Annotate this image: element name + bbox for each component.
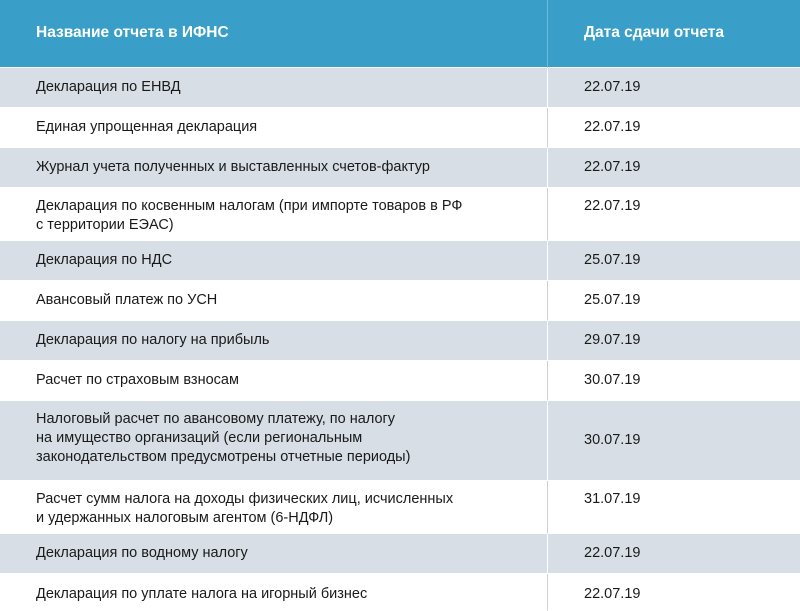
table-row-date: 31.07.19 — [548, 481, 800, 534]
table-row-date: 22.07.19 — [548, 148, 800, 188]
table-row-name-line: Декларация по косвенным налогам (при импорте товаров в РФ — [36, 198, 463, 214]
table-row-name-line: Налоговый расчет по авансовому платежу, по налогу — [36, 411, 396, 427]
table-row-name-line: законодательством предусмотрены отчетные периоды) — [36, 449, 411, 465]
table-row-name: Единая упрощенная декларация — [0, 108, 548, 148]
table-row-date: 25.07.19 — [548, 281, 800, 321]
table-row-date: 25.07.19 — [548, 241, 800, 281]
table-row-name: Декларация по водному налогу — [0, 534, 548, 574]
header-name: Название отчета в ИФНС — [0, 0, 548, 68]
table-row-name-line: и удержанных налоговым агентом (6-НДФЛ) — [36, 510, 334, 526]
table-row-date: 22.07.19 — [548, 534, 800, 574]
table-row-date: 30.07.19 — [548, 361, 800, 401]
table-row-name: Декларация по налогу на прибыль — [0, 321, 548, 361]
table-row-name: Декларация по НДС — [0, 241, 548, 281]
table-row-date: 22.07.19 — [548, 68, 800, 108]
table-row-name: Журнал учета полученных и выставленных счетов-фактур — [0, 148, 548, 188]
table-row-name: Авансовый платеж по УСН — [0, 281, 548, 321]
table-row-name-line: с территории ЕЭАС) — [36, 217, 174, 233]
table-row-date: 22.07.19 — [548, 108, 800, 148]
table-row-name — [0, 401, 548, 481]
table-row-date: 22.07.19 — [548, 188, 800, 241]
table-row-name: Декларация по ЕНВД — [0, 68, 548, 108]
table-row-name-line: на имущество организаций (если региональным — [36, 430, 363, 446]
header-date: Дата сдачи отчета — [548, 0, 800, 68]
table-row-name: Расчет по страховым взносам — [0, 361, 548, 401]
table-row-date: 29.07.19 — [548, 321, 800, 361]
table-row-date: 30.07.19 — [548, 401, 800, 481]
table-row-name — [0, 188, 548, 241]
table-row-date: 22.07.19 — [548, 574, 800, 611]
table-row-name: Декларация по уплате налога на игорный бизнес — [0, 574, 548, 611]
table-row-name — [0, 481, 548, 534]
table-row-name-line: Расчет сумм налога на доходы физических лиц, исчисленных — [36, 491, 454, 507]
